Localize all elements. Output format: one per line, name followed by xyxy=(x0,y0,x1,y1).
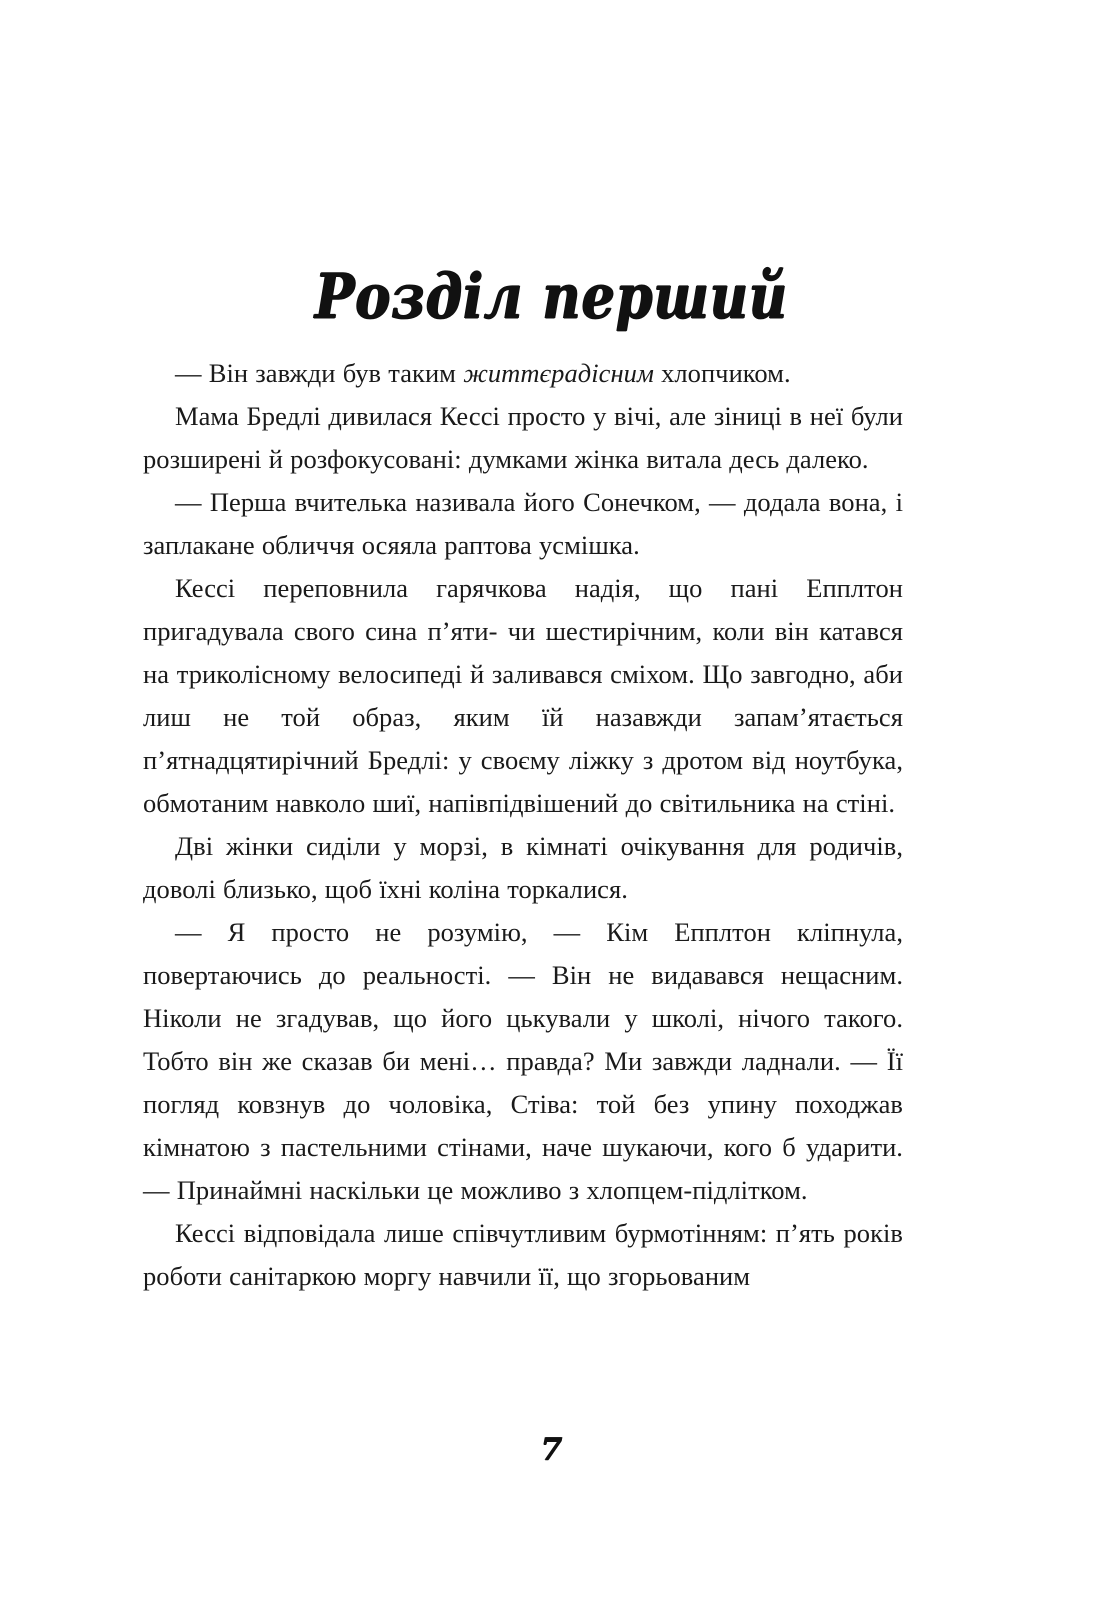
paragraph-2-segment-1: Мама Бредлі дивилася Кессі просто у вічі, але зіниці в неї були розширені й розфокусовані: думками жінка витала десь далеко. xyxy=(143,401,903,474)
paragraph-4-segment-1: Кессі переповнила гарячкова надія, що пані Епплтон пригадувала свого сина п’яти- чи шестирічним, коли він катався на триколісному велосипеді й заливався сміхом. Що завгодно, аби лиш не той образ, яким їй назавжди запам’ятається п’ятнадцятирічний Бредлі: у своєму ліжку з дротом від ноутбука, обмотаним навколо шиї, напівпідвішений до світильника на стіні. xyxy=(143,573,903,818)
chapter-heading-text: Розділ перший xyxy=(315,259,788,333)
chapter-heading xyxy=(33,259,1070,333)
paragraph-3-segment-1: — Перша вчителька називала його Сонечком, — додала вона, і заплакане обличчя осяяла раптова усмішка. xyxy=(143,487,903,560)
paragraph-7 xyxy=(143,1212,903,1298)
page-number xyxy=(0,1432,1103,1468)
paragraph-3 xyxy=(143,481,903,567)
paragraph-6-segment-1: — Я просто не розумію, — Кім Епплтон кліпнула, повертаючись до реальності. — Він не видавався нещасним. Ніколи не згадував, що його цькували у школі, нічого такого. Тобто він же сказав би мені… правда? Ми завжди ладнали. — Її погляд ковзнув до чоловіка, Стіва: той без упину походжав кімнатою з пастельними стінами, наче шукаючи, кого б ударити. — Принаймні наскільки це можливо з хлопцем-підлітком. xyxy=(143,917,903,1205)
paragraph-1-segment-3: хлопчиком. xyxy=(653,358,791,388)
body-text-block xyxy=(143,352,903,1298)
paragraph-4 xyxy=(143,567,903,825)
paragraph-2 xyxy=(143,395,903,481)
paragraph-1 xyxy=(143,352,903,395)
paragraph-1-segment-2: життєрадісним xyxy=(463,358,654,388)
paragraph-5-segment-1: Дві жінки сиділи у морзі, в кімнаті очікування для родичів, доволі близько, щоб їхні коліна торкалися. xyxy=(143,831,903,904)
paragraph-7-segment-1: Кессі відповідала лише співчутливим бурмотінням: п’ять років роботи санітаркою моргу навчили її, що згорьованим xyxy=(143,1218,903,1291)
paragraph-6 xyxy=(143,911,903,1212)
page-number-text: 7 xyxy=(540,1432,563,1468)
paragraph-5 xyxy=(143,825,903,911)
paragraph-1-segment-1: — Він завжди був таким xyxy=(175,358,464,388)
